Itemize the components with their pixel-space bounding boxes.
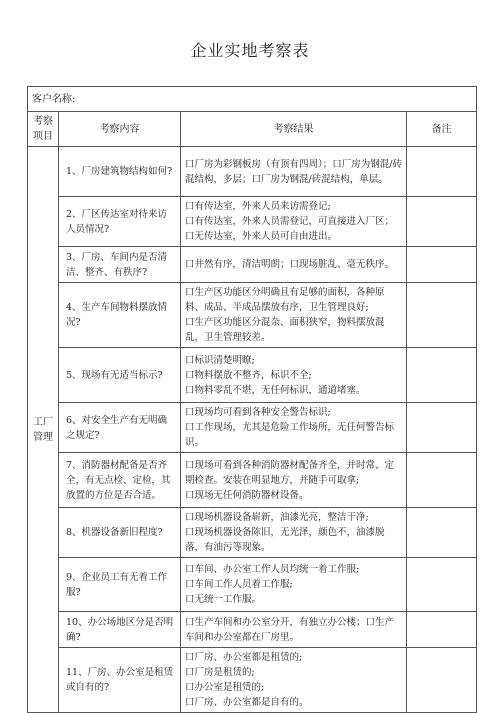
remark-cell bbox=[407, 283, 477, 348]
result-option: 口厂房是租赁的; bbox=[185, 667, 255, 678]
remark-cell bbox=[407, 612, 477, 648]
question-cell: 2、厂区传达室对待来访人员情况? bbox=[59, 197, 181, 247]
client-name-label: 客户名称: bbox=[28, 87, 477, 112]
result-cell bbox=[181, 147, 407, 197]
result-option: 口车间、办公室工作人员均统一着工作服; bbox=[185, 564, 360, 575]
remark-cell bbox=[407, 558, 477, 612]
result-option: 口现场机器设备陈旧，无光泽，颜色不，油漆脱落，有油污等现象。 bbox=[185, 527, 385, 553]
question-cell: 4、生产车间物料摆放情况? bbox=[59, 283, 181, 348]
result-option: 口现场均可看到各种安全警告标识; bbox=[185, 407, 331, 418]
question-cell: 9、企业员工有无着工作服? bbox=[59, 558, 181, 612]
remark-cell bbox=[407, 648, 477, 713]
result-option: 口有传达室，外来人员需登记，可直接进入厂区；口无传达室，外来人员可自由进出。 bbox=[185, 216, 395, 242]
result-option: 口生产区功能区分明确且有足够的面积，各种原料、成品、半成品摆放有序，卫生管理良好; bbox=[185, 287, 385, 313]
result-cell bbox=[181, 612, 407, 648]
result-cell bbox=[181, 197, 407, 247]
table-row bbox=[28, 403, 477, 453]
header-row bbox=[28, 112, 477, 147]
result-cell bbox=[181, 453, 407, 508]
result-option: 口车间工作人员着工作服; bbox=[185, 579, 293, 590]
result-option: 口生产车间和办公室分开，有独立办公楼；口生产车间和办公室都在厂房里。 bbox=[185, 616, 395, 643]
question-cell: 1、厂房建筑物结构如何? bbox=[59, 147, 181, 197]
question-cell: 10、办公场地区分是否明确? bbox=[59, 612, 181, 648]
question-cell: 7、消防器材配备是否齐全，有无点检、定检，其放置的方位是否合适。 bbox=[59, 453, 181, 508]
result-cell bbox=[181, 508, 407, 558]
result-option: 口井然有序，清洁明朗；口现场脏乱、毫无秩序。 bbox=[185, 259, 395, 270]
table-row bbox=[28, 197, 477, 247]
header-item: 考察项目 bbox=[28, 112, 59, 147]
header-remark: 备注 bbox=[407, 112, 477, 147]
remark-cell bbox=[407, 348, 477, 403]
result-option: 口工作现场，尤其是危险工作场所，无任何警告标识。 bbox=[185, 422, 395, 448]
result-option: 口办公室是租赁的; bbox=[185, 682, 265, 693]
result-cell bbox=[181, 558, 407, 612]
remark-cell bbox=[407, 147, 477, 197]
result-option: 口无统一工作服。 bbox=[185, 594, 262, 605]
header-result: 考察结果 bbox=[181, 112, 407, 147]
result-cell bbox=[181, 247, 407, 283]
question-cell: 5、现场有无适当标示? bbox=[59, 348, 181, 403]
result-option: 口生产区功能区分混杂、面积狭窄，物料摆放混乱，卫生管理较差。 bbox=[185, 317, 385, 343]
result-option: 口标识清楚明瞭; bbox=[185, 354, 255, 366]
table-row bbox=[28, 558, 477, 612]
question-cell: 8、机器设备新旧程度? bbox=[59, 508, 181, 558]
result-cell bbox=[181, 283, 407, 348]
remark-cell bbox=[407, 453, 477, 508]
result-option: 口有传达室，外来人员来访需登记; bbox=[185, 201, 331, 212]
result-cell bbox=[181, 403, 407, 453]
table-row bbox=[28, 453, 477, 508]
remark-cell bbox=[407, 197, 477, 247]
result-option: 口现场无任何消防器材设备。 bbox=[185, 489, 309, 501]
result-option: 口厂房为彩钢板房（有顶有四周）；口厂房为钢混/砖混结构，多层；口厂房为钢混/砖混结构，单层。 bbox=[185, 158, 402, 185]
question-cell: 6、对安全生产有无明确之规定? bbox=[59, 403, 181, 453]
remark-cell bbox=[407, 508, 477, 558]
table-row bbox=[28, 348, 477, 403]
remark-cell bbox=[407, 403, 477, 453]
table-row bbox=[28, 612, 477, 648]
inspection-table bbox=[27, 86, 477, 713]
result-cell bbox=[181, 648, 407, 713]
remark-cell bbox=[407, 247, 477, 283]
result-cell bbox=[181, 348, 407, 403]
header-content: 考察内容 bbox=[59, 112, 181, 147]
table-row bbox=[28, 147, 477, 197]
result-option: 口厂房、办公室都是租赁的; bbox=[185, 652, 303, 663]
result-option: 口现场机器设备崭新，油漆光亮，整洁干净; bbox=[185, 512, 369, 523]
page-title: 企业实地考察表 bbox=[190, 41, 310, 60]
result-option: 口物料摆放不整齐，标识不全; bbox=[185, 369, 312, 381]
table-row bbox=[28, 283, 477, 348]
question-cell: 11、厂房、办公室是租赁或自有的? bbox=[59, 648, 181, 713]
table-row bbox=[28, 648, 477, 713]
category-cell: 工厂管理 bbox=[28, 147, 59, 713]
table-row bbox=[28, 508, 477, 558]
client-row bbox=[28, 87, 477, 112]
table-row bbox=[28, 247, 477, 283]
result-option: 口现场可看到各种消防器材配备齐全，并时常、定期检查。安装在明显地方，并随手可取拿; bbox=[185, 459, 395, 486]
result-option: 口厂房、办公室都是自有的。 bbox=[185, 697, 309, 708]
question-cell: 3、厂房、车间内是否清洁、整齐、有秩序? bbox=[59, 247, 181, 283]
result-option: 口物料零乱不堪，无任何标识，通道堵塞。 bbox=[185, 384, 366, 396]
